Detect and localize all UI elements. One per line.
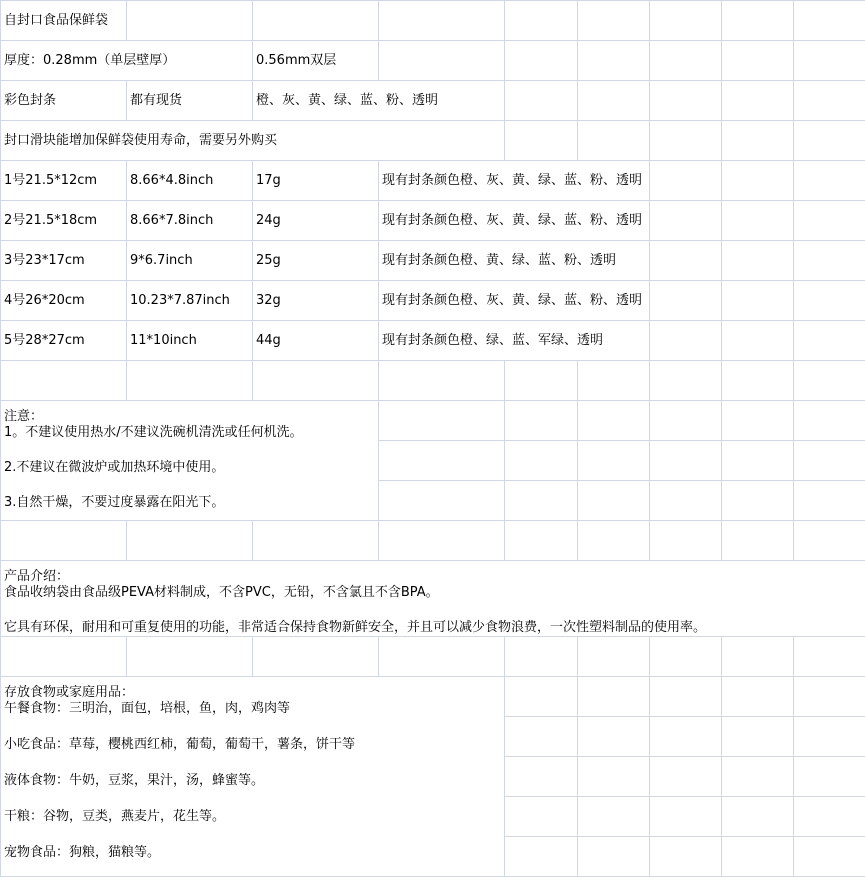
cell-weight[interactable]: 24g	[253, 201, 379, 241]
cell[interactable]	[722, 201, 794, 241]
cell[interactable]	[1, 361, 127, 401]
row-empty	[1, 637, 865, 677]
cell[interactable]	[379, 361, 505, 401]
cell[interactable]	[1, 521, 127, 561]
cell-colors[interactable]: 现有封条颜色橙、黄、绿、蓝、粉、透明	[379, 241, 650, 281]
cell[interactable]	[722, 81, 794, 121]
cell[interactable]	[127, 637, 253, 677]
cell[interactable]	[253, 521, 379, 561]
cell[interactable]	[794, 717, 865, 757]
cell[interactable]	[722, 837, 794, 877]
cell[interactable]	[794, 637, 865, 677]
cell[interactable]	[379, 1, 505, 41]
cell[interactable]	[505, 441, 578, 481]
storage-line: 小吃食品：草莓，樱桃西红柿，葡萄，葡萄干，薯条，饼干等	[4, 737, 356, 752]
cell-color-strip-colors[interactable]: 橙、灰、黄、绿、蓝、粉、透明	[253, 81, 505, 121]
cell[interactable]	[722, 121, 794, 161]
cell[interactable]	[505, 717, 578, 757]
intro-heading: 产品介绍：	[4, 569, 70, 584]
cell[interactable]	[650, 481, 722, 521]
cell[interactable]	[650, 361, 722, 401]
cell[interactable]	[650, 677, 722, 717]
cell[interactable]	[794, 797, 865, 837]
row-empty	[1, 521, 865, 561]
cell[interactable]	[505, 481, 578, 521]
cell[interactable]	[578, 637, 650, 677]
intro-line: 它具有环保，耐用和可重复使用的功能，非常适合保持食物新鲜安全，并且可以减少食物浪费，一次性塑料制品的使用率。	[4, 620, 707, 635]
cell-colors[interactable]: 现有封条颜色橙、灰、黄、绿、蓝、粉、透明	[379, 281, 650, 321]
cell[interactable]	[379, 401, 505, 441]
cell[interactable]	[722, 401, 794, 441]
cell-thickness-double[interactable]: 0.56mm双层	[253, 41, 379, 81]
notes-line: 1。不建议使用热水/不建议洗碗机清洗或任何机洗。	[4, 425, 303, 440]
cell-colors[interactable]: 现有封条颜色橙、绿、蓝、军绿、透明	[379, 321, 650, 361]
cell[interactable]	[578, 441, 650, 481]
cell[interactable]	[794, 161, 865, 201]
cell[interactable]	[505, 637, 578, 677]
cell[interactable]	[794, 81, 865, 121]
cell-colors[interactable]: 现有封条颜色橙、灰、黄、绿、蓝、粉、透明	[379, 161, 650, 201]
row-color-strip	[1, 81, 865, 121]
cell[interactable]	[505, 521, 578, 561]
row-slider-note	[1, 121, 865, 161]
cell-size-inch[interactable]: 9*6.7inch	[127, 241, 253, 281]
cell[interactable]	[578, 481, 650, 521]
cell[interactable]	[253, 361, 379, 401]
cell[interactable]	[794, 321, 865, 361]
storage-line: 午餐食物：三明治，面包，培根，鱼，肉，鸡肉等	[4, 701, 291, 716]
cell[interactable]	[794, 677, 865, 717]
cell[interactable]	[794, 201, 865, 241]
cell[interactable]	[379, 637, 505, 677]
cell[interactable]	[127, 361, 253, 401]
row-size	[1, 201, 865, 241]
cell[interactable]	[794, 481, 865, 521]
cell[interactable]	[722, 757, 794, 797]
cell-size-inch[interactable]: 11*10inch	[127, 321, 253, 361]
cell[interactable]	[505, 797, 578, 837]
row-size	[1, 161, 865, 201]
cell-colors[interactable]: 现有封条颜色橙、灰、黄、绿、蓝、粉、透明	[379, 201, 650, 241]
cell[interactable]	[722, 1, 794, 41]
cell[interactable]	[505, 757, 578, 797]
storage-gap	[4, 753, 501, 773]
cell[interactable]	[794, 1, 865, 41]
cell[interactable]	[650, 837, 722, 877]
row-size	[1, 281, 865, 321]
cell[interactable]	[650, 441, 722, 481]
cell[interactable]	[650, 717, 722, 757]
cell[interactable]	[505, 121, 578, 161]
cell[interactable]	[505, 41, 578, 81]
cell[interactable]	[505, 81, 578, 121]
row-empty	[1, 361, 865, 401]
cell[interactable]	[578, 361, 650, 401]
cell[interactable]	[253, 1, 379, 41]
cell[interactable]	[650, 757, 722, 797]
cell-size-cm[interactable]: 1号21.5*12cm	[1, 161, 127, 201]
cell[interactable]	[578, 1, 650, 41]
cell[interactable]	[722, 797, 794, 837]
cell[interactable]	[650, 201, 722, 241]
cell[interactable]	[650, 281, 722, 321]
cell[interactable]	[722, 281, 794, 321]
cell-size-cm[interactable]: 3号23*17cm	[1, 241, 127, 281]
cell-size-inch[interactable]: 10.23*7.87inch	[127, 281, 253, 321]
cell[interactable]	[505, 361, 578, 401]
cell[interactable]	[650, 797, 722, 837]
cell-storage[interactable]	[1, 677, 505, 877]
cell[interactable]	[650, 401, 722, 441]
cell[interactable]	[578, 717, 650, 757]
cell-weight[interactable]: 44g	[253, 321, 379, 361]
storage-line: 液体食物：牛奶，豆浆，果汁，汤，蜂蜜等。	[4, 773, 265, 788]
row-size	[1, 321, 865, 361]
notes-line: 3.自然干燥，不要过度暴露在阳光下。	[4, 495, 225, 510]
cell[interactable]	[505, 401, 578, 441]
cell-slider-note[interactable]: 封口滑块能增加保鲜袋使用寿命，需要另外购买	[1, 121, 505, 161]
cell[interactable]	[505, 1, 578, 41]
cell[interactable]	[505, 837, 578, 877]
cell[interactable]	[794, 121, 865, 161]
notes-heading: 注意：	[4, 409, 44, 424]
cell[interactable]	[794, 361, 865, 401]
cell-size-cm[interactable]: 4号26*20cm	[1, 281, 127, 321]
cell[interactable]	[650, 521, 722, 561]
cell[interactable]	[722, 41, 794, 81]
cell[interactable]	[650, 161, 722, 201]
cell[interactable]	[127, 521, 253, 561]
cell[interactable]	[794, 281, 865, 321]
cell-size-cm[interactable]: 2号21.5*18cm	[1, 201, 127, 241]
cell-intro[interactable]	[1, 561, 865, 637]
row-storage	[1, 677, 865, 717]
cell[interactable]	[578, 521, 650, 561]
notes-line: 2.不建议在微波炉或加热环境中使用。	[4, 460, 225, 475]
storage-line: 宠物食品：狗粮，猫粮等。	[4, 845, 161, 860]
cell[interactable]	[722, 521, 794, 561]
cell[interactable]	[794, 837, 865, 877]
cell[interactable]	[722, 361, 794, 401]
cell-weight[interactable]: 32g	[253, 281, 379, 321]
cell[interactable]	[650, 321, 722, 361]
cell[interactable]	[379, 521, 505, 561]
cell-size-inch[interactable]: 8.66*4.8inch	[127, 161, 253, 201]
cell[interactable]	[794, 757, 865, 797]
storage-gap	[4, 789, 501, 809]
cell[interactable]	[578, 757, 650, 797]
cell[interactable]	[578, 81, 650, 121]
cell[interactable]	[650, 121, 722, 161]
cell[interactable]	[722, 321, 794, 361]
cell[interactable]	[578, 121, 650, 161]
cell-color-strip-label[interactable]: 彩色封条	[1, 81, 127, 121]
row-size	[1, 241, 865, 281]
cell[interactable]	[578, 41, 650, 81]
cell-size-inch[interactable]: 8.66*7.8inch	[127, 201, 253, 241]
row-thickness	[1, 41, 865, 81]
cell[interactable]	[650, 241, 722, 281]
cell-notes[interactable]	[1, 401, 379, 521]
notes-gap	[4, 476, 375, 495]
storage-line: 干粮：谷物，豆类，燕麦片，花生等。	[4, 809, 226, 824]
cell[interactable]	[722, 677, 794, 717]
cell[interactable]	[794, 521, 865, 561]
cell-thickness-label[interactable]: 厚度：0.28mm（单层壁厚）	[1, 41, 253, 81]
cell[interactable]	[650, 41, 722, 81]
row-title	[1, 1, 865, 41]
cell[interactable]	[379, 441, 505, 481]
cell-title[interactable]: 自封口食品保鲜袋	[1, 1, 127, 41]
cell[interactable]	[127, 1, 253, 41]
cell[interactable]	[253, 637, 379, 677]
cell[interactable]	[1, 637, 127, 677]
row-notes	[1, 401, 865, 441]
cell[interactable]	[794, 41, 865, 81]
cell[interactable]	[794, 241, 865, 281]
cell[interactable]	[650, 1, 722, 41]
cell[interactable]	[578, 797, 650, 837]
cell[interactable]	[379, 481, 505, 521]
storage-heading: 存放食物或家庭用品：	[4, 685, 135, 700]
cell[interactable]	[578, 677, 650, 717]
cell-color-strip-stock[interactable]: 都有现货	[127, 81, 253, 121]
cell[interactable]	[722, 161, 794, 201]
cell[interactable]	[650, 637, 722, 677]
storage-gap	[4, 717, 501, 737]
cell[interactable]	[578, 401, 650, 441]
cell[interactable]	[794, 441, 865, 481]
cell-weight[interactable]: 25g	[253, 241, 379, 281]
notes-gap	[4, 441, 375, 460]
cell[interactable]	[722, 717, 794, 757]
intro-gap	[4, 601, 862, 620]
cell[interactable]	[722, 481, 794, 521]
cell[interactable]	[505, 677, 578, 717]
cell[interactable]	[379, 41, 505, 81]
intro-line: 食品收纳袋由食品级PEVA材料制成，不含PVC，无铅，不含氯且不含BPA。	[4, 585, 439, 600]
cell[interactable]	[722, 241, 794, 281]
cell[interactable]	[578, 837, 650, 877]
cell[interactable]	[650, 81, 722, 121]
cell-weight[interactable]: 17g	[253, 161, 379, 201]
cell[interactable]	[794, 401, 865, 441]
cell[interactable]	[722, 441, 794, 481]
storage-gap	[4, 825, 501, 845]
cell-size-cm[interactable]: 5号28*27cm	[1, 321, 127, 361]
cell[interactable]	[722, 637, 794, 677]
